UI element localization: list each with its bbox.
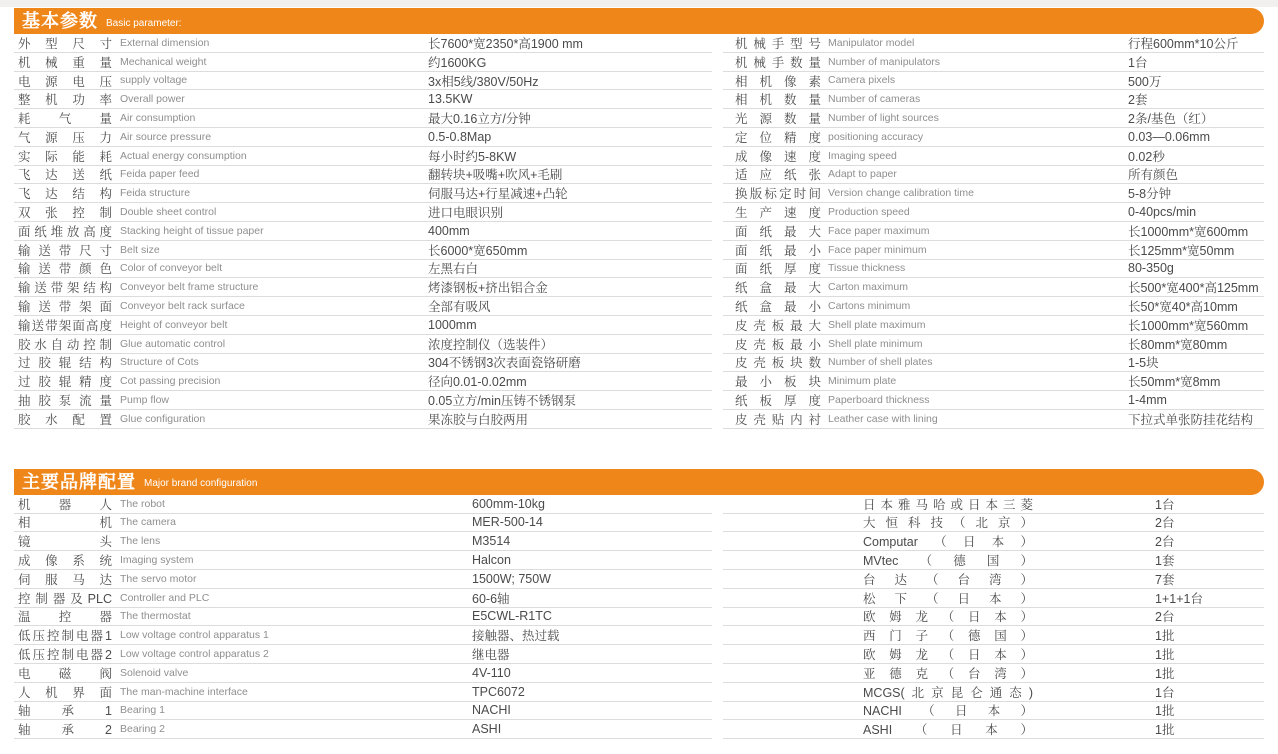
spec-value: 0.05立方/min压铸不锈钢泵 <box>428 394 576 409</box>
spec-label-cn: 双张控制 <box>18 206 112 221</box>
spec-label-cn: 输送带尺寸 <box>18 243 112 258</box>
spec-row <box>14 495 712 514</box>
component-model: 接触器、热过载 <box>472 629 560 644</box>
spec-label-cn: 皮壳板最大 <box>735 318 821 333</box>
spec-row <box>14 316 712 335</box>
brand-name: MVtec（德国） <box>863 554 1033 569</box>
spec-row <box>723 720 1264 739</box>
spec-label-cn: 输送带架面高度 <box>18 318 112 333</box>
component-label-cn: 轴承2 <box>18 723 112 738</box>
spec-value: 果冻胶与白胶两用 <box>428 412 529 427</box>
component-model: Halcon <box>472 553 511 568</box>
spec-value: 伺服马达+行星减速+凸轮 <box>428 187 568 202</box>
spec-row <box>723 626 1264 645</box>
spec-value: 13.5KW <box>428 92 473 107</box>
brand-name: 欧姆龙（日本） <box>863 648 1033 663</box>
spec-label-en: Number of light sources <box>828 112 939 125</box>
component-label-cn: 控制器及PLC <box>18 591 112 606</box>
spec-label-en: supply voltage <box>120 74 188 87</box>
component-label-cn: 机器人 <box>18 497 112 512</box>
spec-label-en: Air consumption <box>120 112 196 125</box>
component-model: 60-6轴 <box>472 591 510 606</box>
spec-label-cn: 飞达结构 <box>18 187 112 202</box>
spec-label-cn: 纸盒最大 <box>735 281 821 296</box>
spec-label-cn: 输送带架面 <box>18 300 112 315</box>
spec-label-cn: 最小板块 <box>735 375 821 390</box>
spec-label-en: Feida paper feed <box>120 168 200 181</box>
brand-name: 松下（日本） <box>863 591 1033 606</box>
spec-label-cn: 光源数量 <box>735 112 821 127</box>
spec-value: 长1000mm*宽600mm <box>1128 224 1249 239</box>
spec-row <box>14 297 712 316</box>
spec-label-en: Color of conveyor belt <box>120 262 223 275</box>
component-label-cn: 人机界面 <box>18 685 112 700</box>
spec-row <box>14 683 712 702</box>
brand-configuration-header <box>14 469 1264 495</box>
spec-row <box>14 354 712 373</box>
component-label-en: Controller and PLC <box>120 591 210 604</box>
spec-value: 最大0.16立方/分钟 <box>428 112 531 127</box>
spec-label-cn: 纸盒最小 <box>735 300 821 315</box>
spec-label-cn: 面纸最小 <box>735 243 821 258</box>
spec-value: 每小时约5-8KW <box>428 149 517 164</box>
spec-row <box>14 410 712 429</box>
spec-row <box>14 34 712 53</box>
spec-label-en: Number of cameras <box>828 93 921 106</box>
quantity: 1批 <box>1155 666 1175 681</box>
component-label-en: Solenoid valve <box>120 666 189 679</box>
spec-label-en: Conveyor belt rack surface <box>120 300 245 313</box>
spec-label-en: Face paper maximum <box>828 224 930 237</box>
column-gap <box>712 495 723 739</box>
component-model: 4V-110 <box>472 665 511 680</box>
spec-value: 长50mm*宽8mm <box>1128 375 1221 390</box>
quantity: 7套 <box>1155 572 1175 587</box>
spec-label-en: Minimum plate <box>828 375 897 388</box>
brand-name: Computar（日本） <box>863 535 1033 550</box>
spec-label-en: Carton maximum <box>828 281 908 294</box>
spec-row <box>14 664 712 683</box>
component-model: NACHI <box>472 703 511 718</box>
spec-label-cn: 输送带颜色 <box>18 262 112 277</box>
spec-label-cn: 换版标定时间 <box>735 187 821 202</box>
component-label-cn: 成像系统 <box>18 554 112 569</box>
spec-label-en: Cot passing precision <box>120 375 221 388</box>
spec-row <box>723 278 1264 297</box>
component-label-en: Bearing 2 <box>120 723 165 736</box>
spec-value: 长50*宽40*高10mm <box>1128 300 1238 315</box>
spec-sheet <box>0 8 1278 739</box>
spec-label-cn: 皮壳板块数 <box>735 356 821 371</box>
spec-label-en: Structure of Cots <box>120 356 199 369</box>
spec-label-en: Shell plate minimum <box>828 337 923 350</box>
quantity: 1+1+1台 <box>1155 591 1203 606</box>
spec-label-cn: 面纸堆放高度 <box>18 224 112 239</box>
spec-row <box>14 645 712 664</box>
spec-value: 径向0.01-0.02mm <box>428 375 527 390</box>
spec-row <box>723 34 1264 53</box>
brand-name: NACHI（日本） <box>863 704 1033 719</box>
spec-label-en: Shell plate maximum <box>828 318 926 331</box>
spec-label-cn: 相机数量 <box>735 93 821 108</box>
spec-value: 长500*宽400*高125mm <box>1128 281 1259 296</box>
spec-label-en: Height of conveyor belt <box>120 318 228 331</box>
spec-value: 3x相5线/380V/50Hz <box>428 74 539 89</box>
spec-label-cn: 电源电压 <box>18 74 112 89</box>
spec-value: 约1600KG <box>428 55 487 70</box>
spec-row <box>723 184 1264 203</box>
component-label-cn: 低压控制电器1 <box>18 629 112 644</box>
spec-value: 长80mm*宽80mm <box>1128 337 1228 352</box>
component-label-en: Bearing 1 <box>120 704 165 717</box>
spec-label-en: Conveyor belt frame structure <box>120 281 259 294</box>
spec-label-en: Number of manipulators <box>828 55 941 68</box>
spec-row <box>14 702 712 721</box>
spec-row <box>723 589 1264 608</box>
component-label-en: The servo motor <box>120 572 197 585</box>
component-model: MER-500-14 <box>472 515 543 530</box>
spec-label-cn: 适应纸张 <box>735 168 821 183</box>
spec-row <box>14 222 712 241</box>
spec-row <box>14 626 712 645</box>
spec-label-en: Paperboard thickness <box>828 394 930 407</box>
spec-row <box>723 608 1264 627</box>
spec-label-cn: 成像速度 <box>735 149 821 164</box>
spec-row <box>723 514 1264 533</box>
spec-row <box>14 514 712 533</box>
spec-row <box>723 664 1264 683</box>
spec-row <box>723 53 1264 72</box>
component-label-cn: 相机 <box>18 516 112 531</box>
spec-row <box>723 532 1264 551</box>
spec-value: 长125mm*宽50mm <box>1128 243 1235 258</box>
spec-row <box>723 128 1264 147</box>
spec-label-cn: 皮壳板最小 <box>735 337 821 352</box>
component-label-en: The camera <box>120 516 177 529</box>
spec-value: 5-8分钟 <box>1128 187 1172 202</box>
spec-label-en: Production speed <box>828 206 910 219</box>
component-label-en: The lens <box>120 535 161 548</box>
spec-row <box>723 109 1264 128</box>
spec-row <box>723 354 1264 373</box>
spec-row <box>14 53 712 72</box>
section-spacer <box>14 429 1264 468</box>
spec-row <box>723 72 1264 91</box>
spec-value: 长7600*宽2350*高1900 mm <box>428 36 583 51</box>
spec-value: 2套 <box>1128 93 1148 108</box>
brand-configuration-right-column <box>723 495 1264 739</box>
spec-value: 长1000mm*宽560mm <box>1128 318 1249 333</box>
spec-label-en: Actual energy consumption <box>120 149 247 162</box>
spec-row <box>14 608 712 627</box>
spec-value: 500万 <box>1128 74 1162 89</box>
spec-row <box>14 203 712 222</box>
spec-row <box>14 589 712 608</box>
spec-row <box>14 166 712 185</box>
spec-row <box>723 551 1264 570</box>
spec-value: 行程600mm*10公斤 <box>1128 36 1239 51</box>
quantity: 1台 <box>1155 497 1175 512</box>
basic-parameters-title-en: Basic parameter: <box>106 17 182 29</box>
spec-label-en: Air source pressure <box>120 130 212 143</box>
spec-label-cn: 机械手型号 <box>735 36 821 51</box>
component-label-cn: 轴承1 <box>18 704 112 719</box>
spec-label-en: Manipulator model <box>828 36 915 49</box>
spec-label-en: Glue automatic control <box>120 337 226 350</box>
spec-value: 1-5块 <box>1128 356 1159 371</box>
spec-row <box>723 335 1264 354</box>
spec-row <box>14 147 712 166</box>
spec-row <box>14 372 712 391</box>
brand-name: 欧姆龙（日本） <box>863 610 1033 625</box>
spec-row <box>723 645 1264 664</box>
spec-label-cn: 整机功率 <box>18 93 112 108</box>
component-label-en: The robot <box>120 497 165 510</box>
page-top-strip <box>0 0 1278 7</box>
spec-value: 长6000*宽650mm <box>428 243 528 258</box>
spec-row <box>723 241 1264 260</box>
quantity: 2台 <box>1155 516 1175 531</box>
spec-label-cn: 生产速度 <box>735 206 821 221</box>
spec-row <box>14 109 712 128</box>
brand-configuration-table <box>14 495 1264 739</box>
spec-value: 浓度控制仪（选装件） <box>428 337 554 352</box>
spec-label-en: Feida structure <box>120 187 191 200</box>
spec-label-cn: 皮壳贴内衬 <box>735 412 821 427</box>
spec-label-cn: 飞达送纸 <box>18 168 112 183</box>
spec-label-cn: 机械手数量 <box>735 55 821 70</box>
spec-label-en: Imaging speed <box>828 149 897 162</box>
spec-label-en: Version change calibration time <box>828 187 974 200</box>
spec-row <box>14 720 712 739</box>
spec-value: 2条/基色（红） <box>1128 112 1214 127</box>
quantity: 1套 <box>1155 554 1175 569</box>
component-model: 继电器 <box>472 648 510 663</box>
spec-label-cn: 胶水自动控制 <box>18 337 112 352</box>
spec-value: 全部有吸风 <box>428 300 491 315</box>
spec-label-en: Overall power <box>120 93 185 106</box>
spec-row <box>14 184 712 203</box>
spec-row <box>723 495 1264 514</box>
spec-row <box>14 128 712 147</box>
quantity: 2台 <box>1155 535 1175 550</box>
spec-row <box>723 297 1264 316</box>
spec-label-cn: 定位精度 <box>735 130 821 145</box>
spec-row <box>14 278 712 297</box>
brand-name: MCGS(北京昆仑通态) <box>863 685 1033 700</box>
component-model: E5CWL-R1TC <box>472 609 552 624</box>
spec-label-en: Pump flow <box>120 394 170 407</box>
basic-parameters-right-column <box>723 34 1264 429</box>
component-model: 1500W; 750W <box>472 571 551 586</box>
brand-name: 日本雅马哈或日本三菱 <box>863 497 1033 512</box>
spec-label-en: Glue configuration <box>120 412 206 425</box>
spec-value: 左黑右白 <box>428 262 479 277</box>
spec-row <box>14 335 712 354</box>
spec-row <box>723 222 1264 241</box>
spec-label-cn: 面纸最大 <box>735 224 821 239</box>
spec-label-en: positioning accuracy <box>828 130 924 143</box>
spec-value: 所有颜色 <box>1128 168 1179 183</box>
component-label-cn: 低压控制电器2 <box>18 648 112 663</box>
column-gap <box>712 34 723 429</box>
spec-row <box>723 260 1264 279</box>
basic-parameters-table <box>14 34 1264 429</box>
spec-value: 304不锈钢3次表面瓷铬研磨 <box>428 356 581 371</box>
quantity: 2台 <box>1155 610 1175 625</box>
spec-row <box>723 702 1264 721</box>
quantity: 1台 <box>1155 685 1175 700</box>
spec-row <box>14 241 712 260</box>
basic-parameters-left-column <box>14 34 712 429</box>
spec-value: 翻转块+吸嘴+吹风+毛刷 <box>428 168 563 183</box>
spec-value: 0.02秒 <box>1128 149 1165 164</box>
basic-parameters-title-cn: 基本参数 <box>22 11 98 31</box>
component-model: M3514 <box>472 534 511 549</box>
brand-name: 亚德克（台湾） <box>863 666 1033 681</box>
spec-label-cn: 抽胶泵流量 <box>18 394 112 409</box>
spec-value: 0.03—0.06mm <box>1128 129 1210 144</box>
component-model: TPC6072 <box>472 684 525 699</box>
component-label-en: The thermostat <box>120 610 191 623</box>
quantity: 1批 <box>1155 704 1175 719</box>
spec-label-cn: 过胶辊结构 <box>18 356 112 371</box>
spec-value: 0-40pcs/min <box>1128 205 1197 220</box>
brand-name: 台达（台湾） <box>863 572 1033 587</box>
spec-label-cn: 胶水配置 <box>18 412 112 427</box>
spec-label-en: Camera pixels <box>828 74 896 87</box>
quantity: 1批 <box>1155 629 1175 644</box>
spec-label-cn: 机械重量 <box>18 55 112 70</box>
quantity: 1批 <box>1155 723 1175 738</box>
spec-row <box>723 166 1264 185</box>
component-model: 600mm-10kg <box>472 496 545 511</box>
spec-row <box>723 683 1264 702</box>
spec-value: 1-4mm <box>1128 393 1167 408</box>
brand-name: ASHI（日本） <box>863 723 1033 738</box>
spec-label-en: Stacking height of tissue paper <box>120 224 264 237</box>
spec-row <box>14 391 712 410</box>
brand-configuration-title-en: Major brand configuration <box>144 478 258 490</box>
spec-row <box>723 391 1264 410</box>
brand-configuration-left-column <box>14 495 712 739</box>
spec-value: 1台 <box>1128 55 1148 70</box>
spec-label-cn: 过胶辊精度 <box>18 375 112 390</box>
spec-label-en: Double sheet control <box>120 206 217 219</box>
spec-label-en: External dimension <box>120 36 210 49</box>
component-label-cn: 伺服马达 <box>18 572 112 587</box>
quantity: 1批 <box>1155 648 1175 663</box>
spec-value: 400mm <box>428 223 470 238</box>
spec-label-en: Adapt to paper <box>828 168 897 181</box>
spec-row <box>14 90 712 109</box>
spec-row <box>14 532 712 551</box>
spec-value: 下拉式单张防挂花结构 <box>1128 412 1254 427</box>
spec-value: 进口电眼识别 <box>428 206 504 221</box>
spec-label-en: Mechanical weight <box>120 55 207 68</box>
spec-label-en: Tissue thickness <box>828 262 906 275</box>
spec-label-cn: 实际能耗 <box>18 149 112 164</box>
spec-label-cn: 输送带架结构 <box>18 281 112 296</box>
spec-value: 0.5-0.8Map <box>428 129 492 144</box>
spec-label-cn: 纸板厚度 <box>735 394 821 409</box>
spec-label-cn: 气源压力 <box>18 130 112 145</box>
spec-row <box>14 260 712 279</box>
spec-label-en: Belt size <box>120 243 160 256</box>
brand-name: 大恒科技（北京） <box>863 516 1033 531</box>
spec-label-cn: 相机像素 <box>735 74 821 89</box>
spec-label-cn: 外型尺寸 <box>18 36 112 51</box>
spec-row <box>723 316 1264 335</box>
spec-row <box>723 372 1264 391</box>
component-label-en: Low voltage control apparatus 1 <box>120 629 269 642</box>
component-model: ASHI <box>472 722 502 737</box>
spec-label-en: Face paper minimum <box>828 243 927 256</box>
spec-label-cn: 面纸厚度 <box>735 262 821 277</box>
spec-row <box>14 570 712 589</box>
spec-label-en: Cartons minimum <box>828 300 911 313</box>
component-label-cn: 电磁阀 <box>18 666 112 681</box>
spec-label-cn: 耗气量 <box>18 112 112 127</box>
spec-value: 1000mm <box>428 317 477 332</box>
spec-row <box>723 410 1264 429</box>
spec-value: 80-350g <box>1128 261 1174 276</box>
spec-label-en: Leather case with lining <box>828 412 938 425</box>
brand-configuration-title-cn: 主要品牌配置 <box>22 471 136 492</box>
brand-name: 西门子（德国） <box>863 629 1033 644</box>
spec-row <box>14 72 712 91</box>
spec-label-en: Number of shell plates <box>828 356 933 369</box>
component-label-en: The man-machine interface <box>120 685 248 698</box>
spec-row <box>723 90 1264 109</box>
component-label-cn: 镜头 <box>18 535 112 550</box>
spec-row <box>723 570 1264 589</box>
spec-row <box>723 203 1264 222</box>
component-label-en: Low voltage control apparatus 2 <box>120 648 269 660</box>
spec-value: 烤漆钢板+挤出铝合金 <box>428 281 548 296</box>
component-label-en: Imaging system <box>120 554 194 567</box>
basic-parameters-header <box>14 8 1264 34</box>
spec-row <box>14 551 712 570</box>
spec-row <box>723 147 1264 166</box>
component-label-cn: 温控器 <box>18 610 112 625</box>
